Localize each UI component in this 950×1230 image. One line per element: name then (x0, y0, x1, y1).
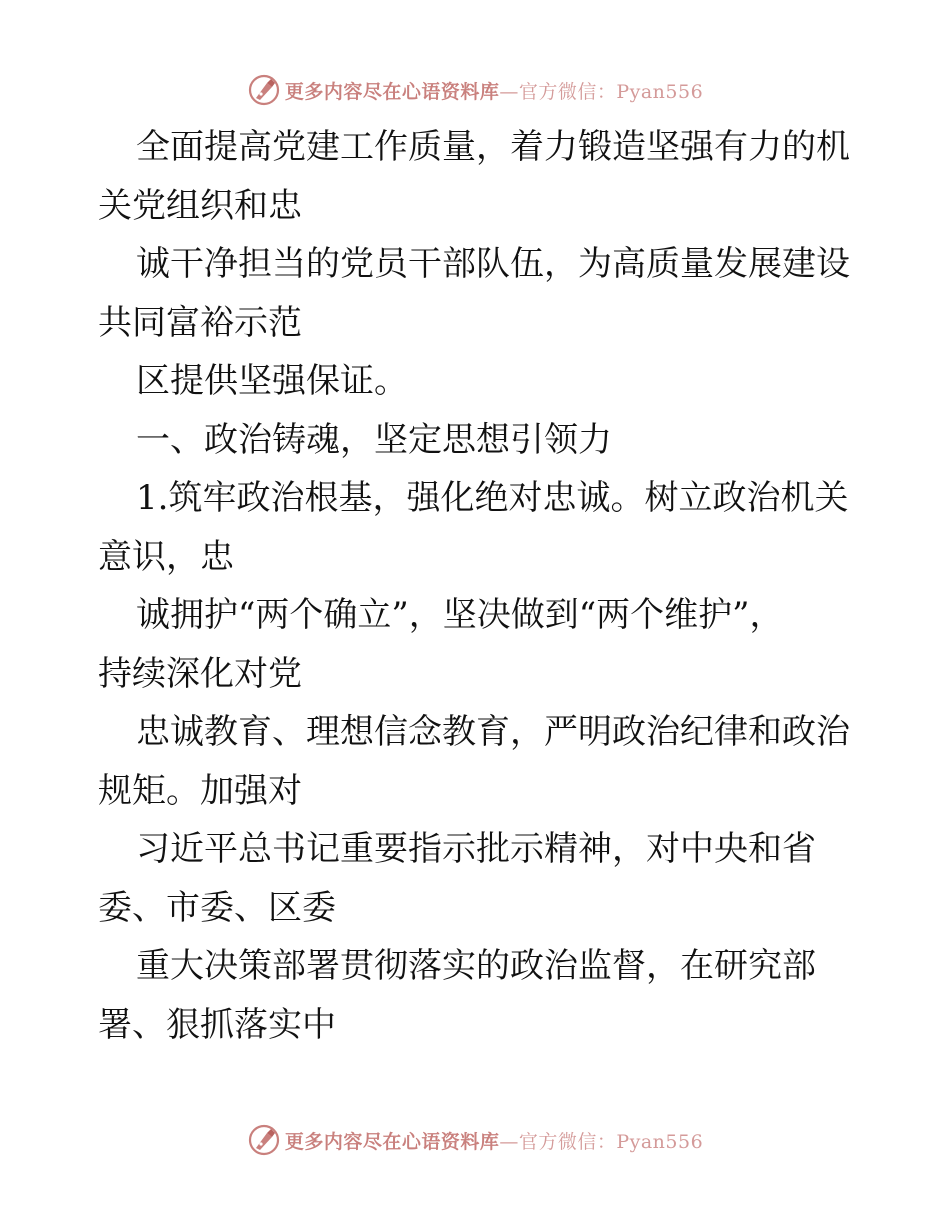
text-line: 忠诚教育、理想信念教育，严明政治纪律和政治 (136, 712, 850, 752)
text-line: 意识，忠 (98, 536, 234, 577)
text-line: 关党组织和忠 (98, 185, 302, 226)
header-banner-text (285, 77, 703, 104)
pen-nib-logo-icon (247, 73, 281, 107)
text-line: 持续深化对党 (98, 653, 302, 694)
header-banner (0, 70, 950, 110)
text-line: 共同富裕示范 (98, 302, 302, 343)
text-line: 规矩。加强对 (98, 770, 302, 811)
footer-banner-text (285, 1127, 703, 1154)
text-line: 重大决策部署贯彻落实的政治监督，在研究部 (136, 946, 816, 986)
text-line: 诚干净担当的党员干部队伍，为高质量发展建设 (136, 244, 850, 284)
pen-nib-logo-icon (247, 1123, 281, 1157)
text-line: 委、市委、区委 (98, 887, 336, 928)
text-line: 署、狠抓落实中 (98, 1004, 336, 1045)
text-line: 全面提高党建工作质量，着力锻造坚强有力的机 (136, 127, 850, 167)
text-line: 1.筑牢政治根基，强化绝对忠诚。树立政治机关 (136, 478, 849, 518)
text-line: 习近平总书记重要指示批示精神，对中央和省 (136, 829, 816, 869)
text-line: 区提供坚强保证。 (136, 361, 408, 401)
header-banner-main: 更多内容尽在心语资料库 (284, 80, 500, 103)
footer-banner-main: 更多内容尽在心语资料库 (284, 1130, 500, 1153)
footer-banner (0, 1120, 950, 1160)
header-banner-tail: —官方微信：Pyan556 (499, 80, 704, 103)
section-heading: 一、政治铸魂，坚定思想引领力 (136, 419, 612, 460)
text-line: 诚拥护“两个确立”，坚决做到“两个维护”， (136, 595, 784, 635)
document-body (98, 118, 858, 1054)
footer-banner-tail: —官方微信：Pyan556 (499, 1130, 704, 1153)
